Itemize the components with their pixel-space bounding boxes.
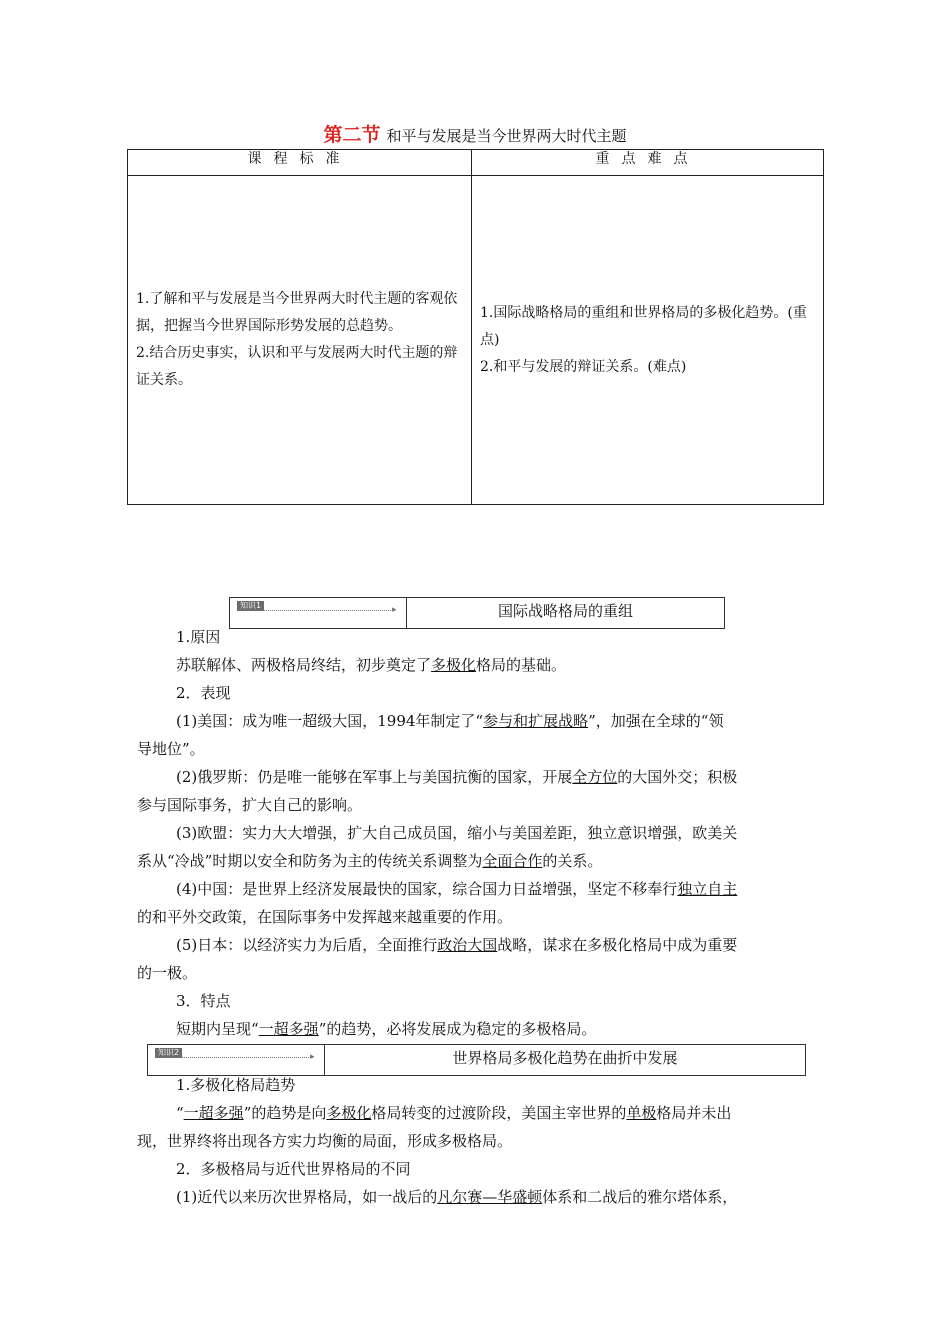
text: 短期内呈现“ (176, 1020, 259, 1038)
underlined-answer: 政治大国 (437, 936, 498, 954)
underlined-answer: 一超多强 (183, 1104, 244, 1122)
underlined-answer: 全方位 (572, 768, 618, 786)
underlined-answer: 凡尔赛—华盛顿 (437, 1188, 543, 1206)
heading-features: 3．特点 (176, 992, 231, 1010)
heading-trend: 1.多极化格局趋势 (176, 1076, 296, 1094)
knowledge-badge: 知识2 (155, 1048, 182, 1058)
text: ”，加强在全球的“领 (588, 712, 724, 730)
underlined-answer: 多极化 (431, 656, 477, 674)
arrow-icon: ▸ (392, 605, 397, 615)
page-title (0, 124, 950, 147)
dotted-line (155, 1057, 313, 1059)
heading-reason: 1.原因 (176, 628, 221, 646)
key-item: 2.和平与发展的辩证关系。(难点) (480, 358, 687, 375)
feature-text (176, 1015, 856, 1043)
heading-performance: 2．表现 (176, 684, 231, 702)
text: 格局并未出 (656, 1104, 732, 1122)
trend-line-1 (176, 1099, 821, 1127)
course-standard-cell (128, 176, 472, 505)
underlined-answer: 参与和扩展战略 (483, 712, 589, 730)
knowledge-badge: 知识1 (237, 601, 264, 611)
arrow-icon: ▸ (310, 1052, 315, 1062)
trend-line-2: 现，世界终将出现各方实力均衡的局面，形成多极格局。 (137, 1132, 513, 1150)
standard-item: 1.了解和平与发展是当今世界两大时代主题的客观依据，把握当今世界国际形势发展的总趋势。 (136, 291, 458, 334)
eu-line-2 (137, 847, 817, 875)
standards-table (127, 149, 824, 505)
underlined-answer: 全面合作 (482, 852, 543, 870)
text: 苏联解体、两极格局终结，初步奠定了 (176, 656, 432, 674)
china-line-2: 的和平外交政策，在国际事务中发挥越来越重要的作用。 (137, 908, 513, 926)
usa-line-1 (176, 707, 856, 735)
reason-text (176, 651, 856, 679)
text: (2)俄罗斯：仍是唯一能够在军事上与美国抗衡的国家，开展 (176, 768, 573, 786)
course-standard-header: 课程标准 (128, 150, 472, 176)
key-item: 1.国际战略格局的重组和世界格局的多极化趋势。(重点) (480, 304, 807, 348)
knowledge-2-title: 世界格局多极化趋势在曲折中发展 (452, 1049, 678, 1067)
text: (4)中国：是世界上经济发展最快的国家，综合国力日益增强，坚定不移奉行 (176, 880, 678, 898)
key-difficulty-header: 重点难点 (472, 150, 824, 176)
text: 格局转变的过渡阶段，美国主宰世界的 (371, 1104, 627, 1122)
knowledge-1-title: 国际战略格局的重组 (497, 602, 633, 620)
text: 的关系。 (542, 852, 603, 870)
japan-line-1 (176, 931, 821, 959)
dotted-line (237, 610, 395, 612)
heading-difference: 2．多极格局与近代世界格局的不同 (176, 1160, 411, 1178)
text: (1)美国：成为唯一超级大国，1994年制定了“ (176, 712, 484, 730)
text: 的大国外交；积极 (617, 768, 738, 786)
difference-line-1 (176, 1183, 821, 1211)
standard-item: 2.结合历史事实，认识和平与发展两大时代主题的辩证关系。 (136, 345, 458, 388)
key-difficulty-cell (472, 176, 824, 505)
text: (1)近代以来历次世界格局，如一战后的 (176, 1188, 438, 1206)
text: 系从“冷战”时期以安全和防务为主的传统关系调整为 (137, 852, 483, 870)
russia-line-1 (176, 763, 856, 791)
text: 体系和二战后的雅尔塔体系， (542, 1188, 738, 1206)
russia-line-2: 参与国际事务，扩大自己的影响。 (137, 796, 363, 814)
underlined-answer: 独立自主 (677, 880, 738, 898)
text: 格局的基础。 (476, 656, 567, 674)
text: ”的趋势，必将发展成为稳定的多极格局。 (318, 1020, 597, 1038)
usa-line-2: 导地位”。 (137, 740, 205, 758)
china-line-1 (176, 875, 821, 903)
section-label: 第二节 (323, 124, 381, 146)
underlined-answer: 多极化 (326, 1104, 372, 1122)
text: “ (176, 1104, 184, 1122)
text: ”的趋势是向 (243, 1104, 327, 1122)
japan-line-2: 的一极。 (137, 964, 198, 982)
eu-line-1: (3)欧盟：实力大大增强，扩大自己成员国，缩小与美国差距，独立意识增强，欧美关 (176, 824, 738, 842)
lesson-title: 和平与发展是当今世界两大时代主题 (386, 127, 627, 145)
underlined-answer: 单极 (626, 1104, 657, 1122)
underlined-answer: 一超多强 (258, 1020, 319, 1038)
text: (5)日本：以经济实力为后盾，全面推行 (176, 936, 438, 954)
text: 战略，谋求在多极化格局中成为重要 (497, 936, 738, 954)
